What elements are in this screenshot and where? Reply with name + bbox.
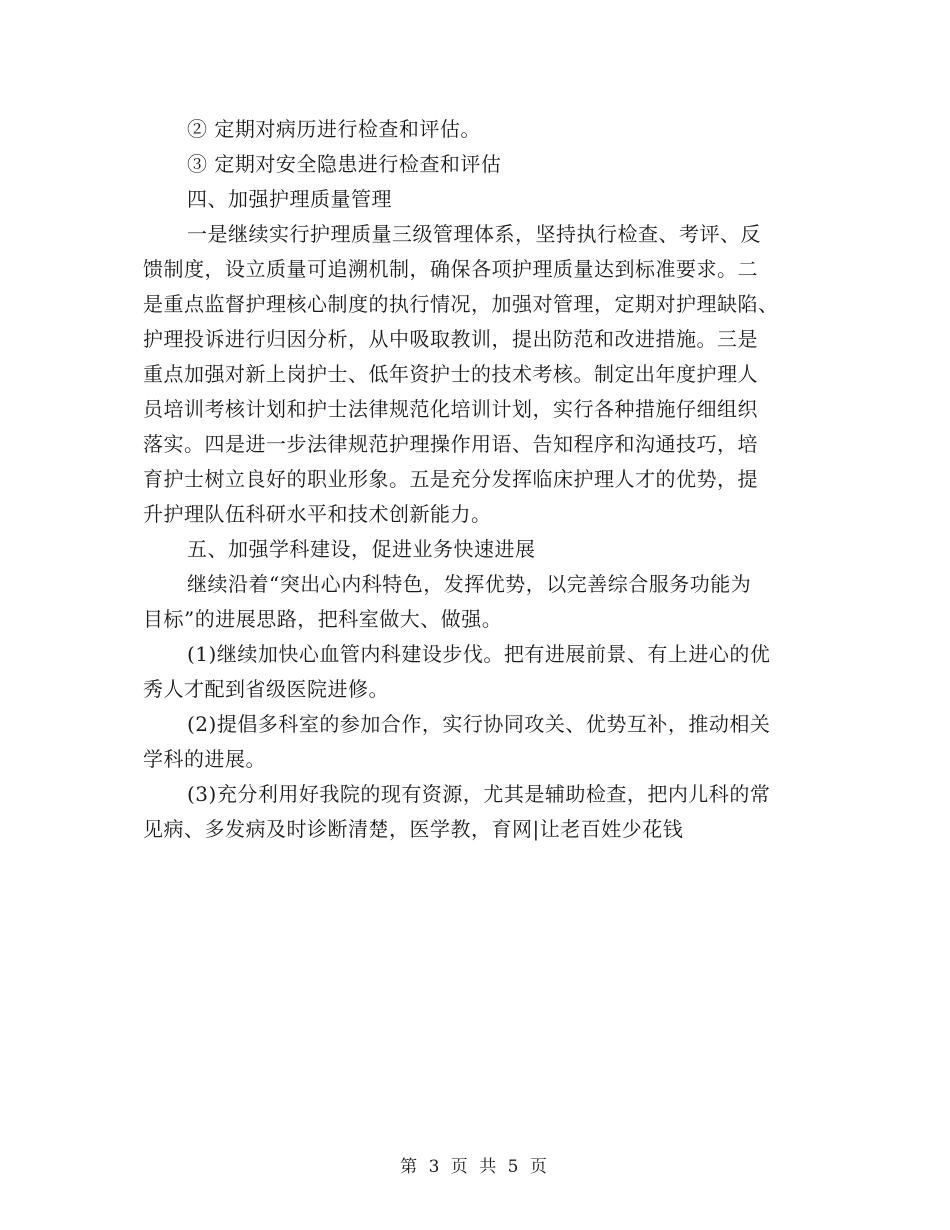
document-body	[143, 112, 808, 847]
text-line: 是重点监督护理核心制度的执行情况，加强对管理，定期对护理缺陷、	[143, 292, 779, 316]
text-line: 育护士树立良好的职业形象。五是充分发挥临床护理人才的优势，提	[143, 467, 758, 491]
section-heading: 五、加强学科建设，促进业务快速进展	[187, 537, 536, 561]
text-line: 馈制度，设立质量可追溯机制，确保各项护理质量达到标准要求。二	[143, 257, 758, 281]
text-line: 落实。四是进一步法律规范护理操作用语、告知程序和沟通技巧，培	[143, 432, 758, 456]
text-line: 一是继续实行护理质量三级管理体系，坚持执行检查、考评、反	[187, 222, 761, 246]
text-line: (2)提倡多科室的参加合作，实行协同攻关、优势互补，推动相关	[187, 712, 771, 736]
text-line: 目标”的进展思路，把科室做大、做强。	[143, 607, 503, 631]
text-line: 继续沿着“突出心内科特色，发挥优势，以完善综合服务功能为	[187, 572, 752, 596]
text-line: 学科的进展。	[143, 747, 266, 771]
text-line: 护理投诉进行归因分析，从中吸取教训，提出防范和改进措施。三是	[143, 327, 758, 351]
section-heading: 四、加强护理质量管理	[187, 187, 392, 211]
text-line: ③ 定期对安全隐患进行检查和评估	[187, 152, 502, 176]
text-line: 升护理队伍科研水平和技术创新能力。	[143, 502, 492, 526]
text-line: 见病、多发病及时诊断清楚，医学教，育网|让老百姓少花钱	[143, 817, 684, 841]
text-line: (3)充分利用好我院的现有资源，尤其是辅助检查，把内儿科的常	[187, 782, 771, 806]
text-line: 秀人才配到省级医院进修。	[143, 677, 389, 701]
text-line: ② 定期对病历进行检查和评估。	[187, 117, 481, 141]
text-line: (1)继续加快心血管内科建设步伐。把有进展前景、有上进心的优	[187, 642, 771, 666]
text-line: 重点加强对新上岗护士、低年资护士的技术考核。制定出年度护理人	[143, 362, 758, 386]
page-number-footer: 第 3 页 共 5 页	[400, 1157, 550, 1177]
text-line: 员培训考核计划和护士法律规范化培训计划，实行各种措施仔细组织	[143, 397, 758, 421]
